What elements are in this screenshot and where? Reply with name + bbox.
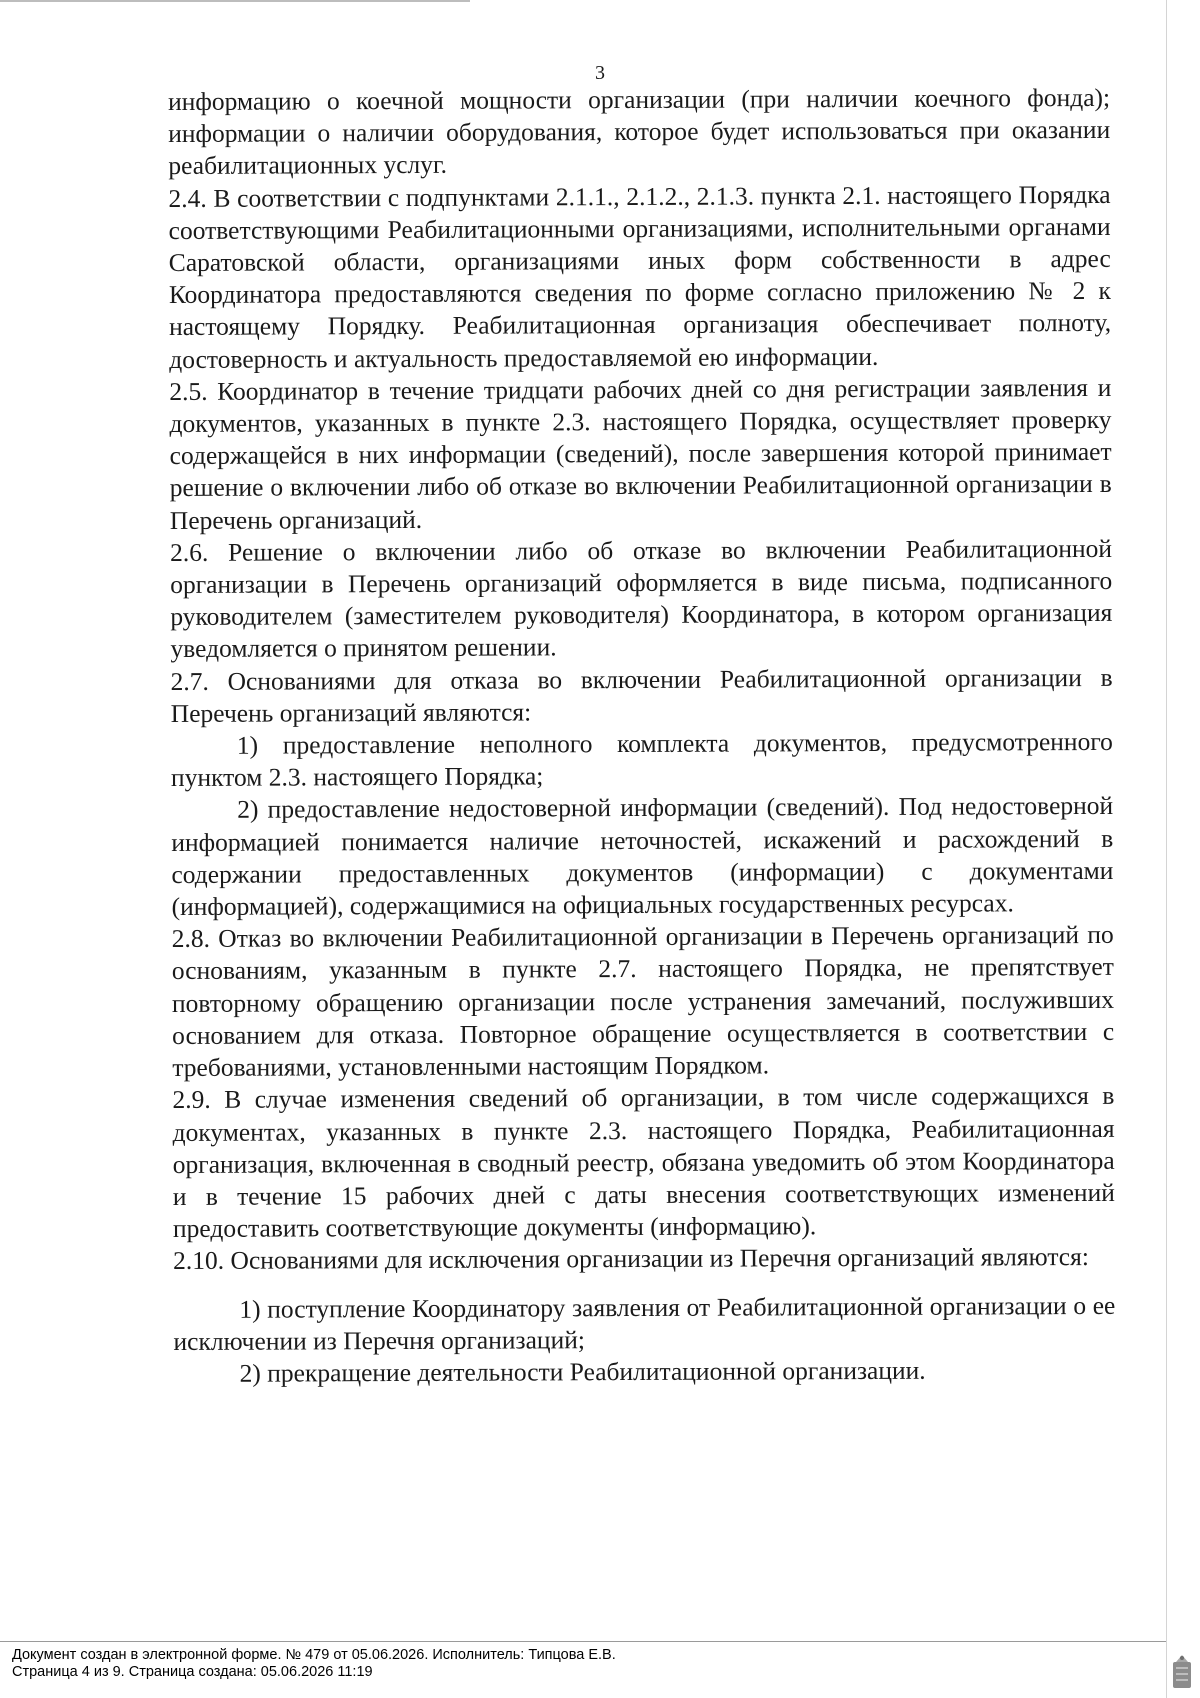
paragraph: 2) прекращение деятельности Реабилитационной организации. — [239, 1355, 926, 1388]
footer-page-info: Страница 4 из 9. Страница создана: 05.06.2026 11:19 — [12, 1663, 373, 1680]
paragraph: 2.5. Координатор в течение тридцати рабочих дней со дня регистрации заявления и документов, указанных в пункте 2.3. настоящего Порядка, осуществляет проверку содержащейся в них информации (сведений), после завершения которой принимает решение о включении либо об отказе во включении Реабилитационной организации в Перечень организаций. — [169, 372, 1112, 535]
paragraph: 1) предоставление неполного комплекта документов, предусмотренного пунктом 2.3. настоящего Порядка; — [170, 726, 1113, 793]
paragraph: 2.9. В случае изменения сведений об организации, в том числе содержащихся в документах, указанных в пункте 2.3. настоящего Порядка, Реабилитационная организация, включенная в сводный реестр, обязана уведомить об этом Координатора и в течение 15 рабочих дней с даты внесения соответствующих изменений предоставить соответствующие документы (информацию). — [172, 1081, 1115, 1244]
footer — [12, 1647, 1132, 1680]
page-number: 3 — [595, 62, 605, 84]
paragraph: 2.4. В соответствии с подпунктами 2.1.1., 2.1.2., 2.1.3. пункта 2.1. настоящего Порядка соответствующими Реабилитационными организациями, исполнительными органами Саратовской области, организациями иных форм собственности в адрес Координатора предоставляются сведения по форме согласно приложению № 2 к настоящему Порядку. Реабилитационная организация обеспечивает полноту, достоверность и актуальность предоставляемой ею информации. — [168, 179, 1112, 374]
paragraph: 2.8. Отказ во включении Реабилитационной организации в Перечень организаций по основаниям, указанным в пункте 2.7. настоящего Порядка, не препятствует повторному обращению организации после устранения замечаний, послуживших основанием для отказа. Повторное обращение осуществляется в соответствии с требованиями, установленными настоящим Порядком. — [171, 920, 1115, 1083]
footer-divider — [0, 1641, 1166, 1642]
paragraph: 2.10. Основаниями для исключения организации из Перечня организаций являются: — [173, 1242, 1089, 1276]
page-margin-line — [1166, 0, 1167, 1698]
paragraph: 2.6. Решение о включении либо об отказе во включении Реабилитационной организации в Перечень организаций оформляется в виде письма, подписанного руководителем (заместителем руководителя) Координатора, в котором организация уведомляется о принятом решении. — [169, 533, 1113, 664]
paragraph: информацию о коечной мощности организации (при наличии коечного фонда); информации о наличии оборудования, которое будет использоваться при оказании реабилитационных услуг. — [168, 82, 1111, 181]
paragraph: 1) поступление Координатору заявления от Реабилитационной организации о ее исключении из Перечня организаций; — [173, 1290, 1116, 1356]
document-body — [168, 82, 1116, 1390]
footer-creation-info: Документ создан в электронной форме. № 479 от 05.06.2026. Исполнитель: Типцова Е.В. — [12, 1647, 616, 1663]
document-seal-icon — [1170, 1652, 1194, 1690]
paragraph: 2) предоставление недостоверной информации (сведений). Под недостоверной информацией понимается наличие неточностей, искажений и расхождений в содержании предоставленных документов (информации) с документами (информацией), содержащимися на официальных государственных ресурсах. — [171, 791, 1114, 922]
paragraph: 2.7. Основаниями для отказа во включении Реабилитационной организации в Перечень организаций являются: — [170, 662, 1113, 728]
scan-top-edge — [0, 0, 470, 2]
